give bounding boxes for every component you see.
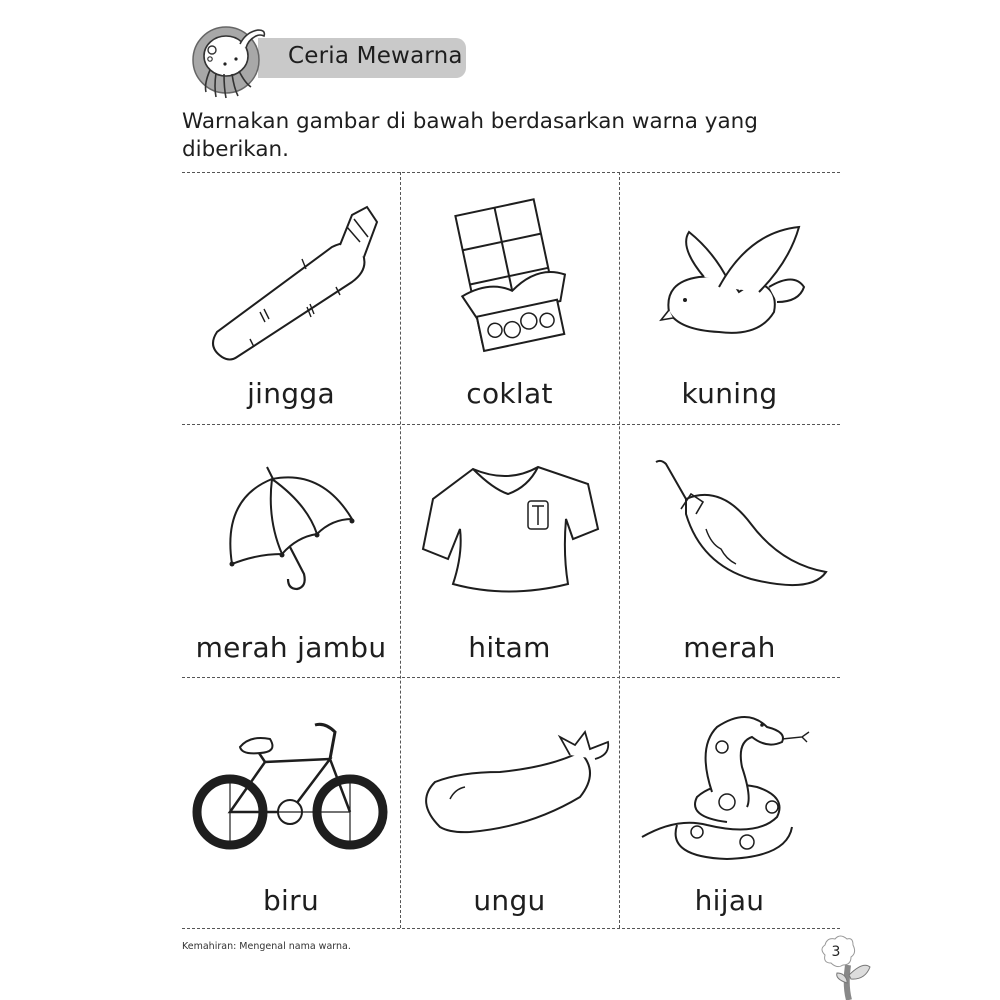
grid-cell-tshirt [400,424,619,677]
umbrella-icon [222,459,362,594]
grid-cell-bicycle [182,677,400,928]
grid-cell-chocolate [400,172,619,424]
page-number: 3 [831,944,841,960]
carrot-icon [202,197,382,367]
instruction-text: Warnakan gambar di bawah berdasarkan warna yang diberikan. [182,109,758,162]
color-label: merah jambu [195,631,387,664]
t-shirt-icon [418,459,608,599]
chocolate-bar-icon [440,190,590,370]
page-header [188,24,478,102]
color-label: ungu [473,884,546,917]
grid-cell-chili [619,424,840,677]
color-label: hijau [694,884,765,917]
color-label: jingga [247,377,335,410]
skill-note: Kemahiran: Mengenal nama warna. [182,941,351,952]
chili-pepper-icon [641,454,831,604]
grid-line [182,928,840,929]
grid-cell-umbrella [182,424,400,677]
color-label: coklat [466,377,553,410]
color-label: hitam [468,631,551,664]
bicycle-icon [190,717,390,857]
page-title: Ceria Mewarna [288,43,463,69]
color-label: kuning [681,377,778,410]
eggplant-icon [420,727,610,837]
color-label: biru [262,884,319,917]
grid-cell-bird [619,172,840,424]
color-label: merah [683,631,776,664]
grid-cell-snake [619,677,840,928]
snake-icon [637,707,817,867]
bird-icon [659,212,809,352]
grid-cell-carrot [182,172,400,424]
grid-cell-eggplant [400,677,619,928]
octopus-icon [188,24,272,108]
coloring-grid [182,172,840,928]
